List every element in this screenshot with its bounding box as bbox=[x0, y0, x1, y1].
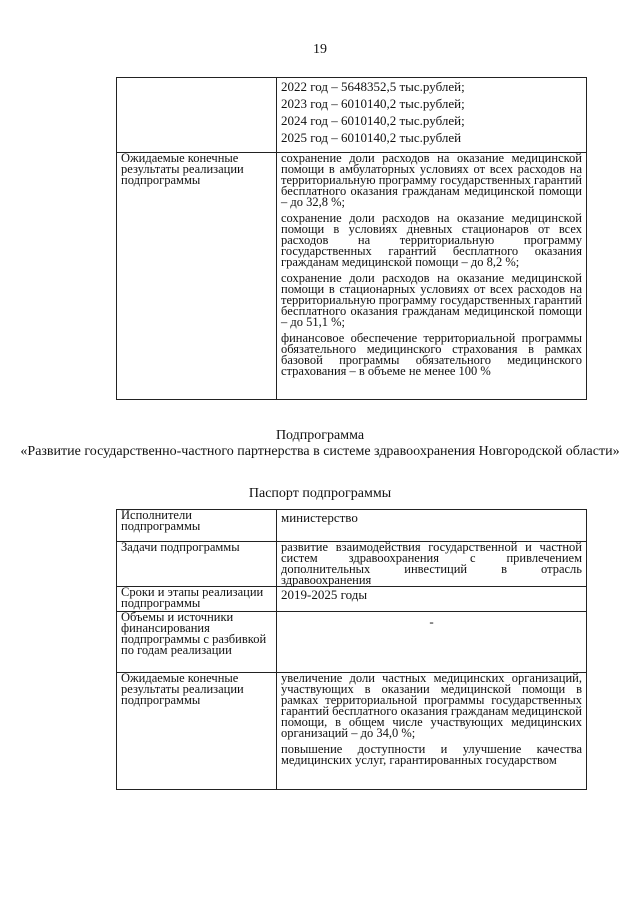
table-row bbox=[117, 542, 587, 587]
financing-label: Объемы и источники финансирования подпрограммы с разбивкой по годам реализации bbox=[117, 612, 277, 673]
table-row bbox=[117, 673, 587, 790]
executors-value: министерство bbox=[277, 510, 587, 542]
subprogram-name: «Развитие государственно-частного партнерства в системе здравоохранения Новгородской области» bbox=[20, 444, 620, 459]
funding-line-2024: 2024 год – 6010140,2 тыс.рублей; bbox=[281, 113, 465, 128]
financing-value: - bbox=[429, 614, 434, 629]
table-row bbox=[117, 612, 587, 673]
results-cell bbox=[277, 673, 587, 790]
passport-title: Паспорт подпрограммы bbox=[248, 486, 392, 501]
funding-line-2022: 2022 год – 5648352,5 тыс.рублей; bbox=[281, 79, 465, 94]
page-number: 19 bbox=[313, 42, 327, 57]
result-item: увеличение доли частных медицинских организаций, участвующих в оказании медицинской помощи в рамках территориальной программы государственных гарантий бесплатного оказания гражданам медицинской помощи, в общем числе участвующих медицинских организаций – до 34,0 %; bbox=[281, 671, 582, 740]
result-item: сохранение доли расходов на оказание медицинской помощи в условиях дневных стационаров от всех расходов на территориальную программу государственных гарантий бесплатного оказания гражданам медицинской помощи – до 8,2 %; bbox=[281, 211, 582, 269]
result-item: сохранение доли расходов на оказание медицинской помощи в стационарных условиях от всех расходов на территориальную программу государственных гарантий бесплатного оказания гражданам медицинской помощи – до 51,1 %; bbox=[281, 271, 582, 329]
results-cell bbox=[277, 153, 587, 400]
timeline-value: 2019-2025 годы bbox=[277, 587, 587, 612]
subprogram-title: Подпрограмма bbox=[275, 428, 365, 443]
empty-label-cell bbox=[117, 78, 277, 153]
table-row bbox=[117, 510, 587, 542]
funding-by-year-cell bbox=[277, 78, 587, 153]
table-row bbox=[117, 587, 587, 612]
executors-label: Исполнители подпрограммы bbox=[117, 510, 277, 542]
timeline-label: Сроки и этапы реализации подпрограммы bbox=[117, 587, 277, 612]
financing-value-cell bbox=[277, 612, 587, 673]
table-row bbox=[117, 153, 587, 400]
result-item: сохранение доли расходов на оказание медицинской помощи в амбулаторных условиях от всех расходов на территориальную программу государственных гарантий бесплатного оказания гражданам медицинской помощи – до 32,8 %; bbox=[281, 151, 582, 209]
passport-table bbox=[116, 509, 587, 790]
results-label: Ожидаемые конечные результаты реализации подпрограммы bbox=[117, 153, 277, 400]
tasks-value: развитие взаимодействия государственной и частной систем здравоохранения с привлечением дополнительных инвестиций в отрасль здравоохранения bbox=[281, 540, 582, 587]
tasks-value-cell bbox=[277, 542, 587, 587]
results-label: Ожидаемые конечные результаты реализации подпрограммы bbox=[117, 673, 277, 790]
funding-line-2025: 2025 год – 6010140,2 тыс.рублей bbox=[281, 130, 462, 145]
funding-line-2023: 2023 год – 6010140,2 тыс.рублей; bbox=[281, 96, 465, 111]
result-item: повышение доступности и улучшение качества медицинских услуг, гарантированных государством bbox=[281, 742, 582, 767]
result-item: финансовое обеспечение территориальной программы обязательного медицинского страхования в рамках базовой программы обязательного медицинского страхования – в объеме не менее 100 % bbox=[281, 331, 582, 378]
tasks-label: Задачи подпрограммы bbox=[117, 542, 277, 587]
passport-table-continued bbox=[116, 77, 587, 400]
table-row bbox=[117, 78, 587, 153]
